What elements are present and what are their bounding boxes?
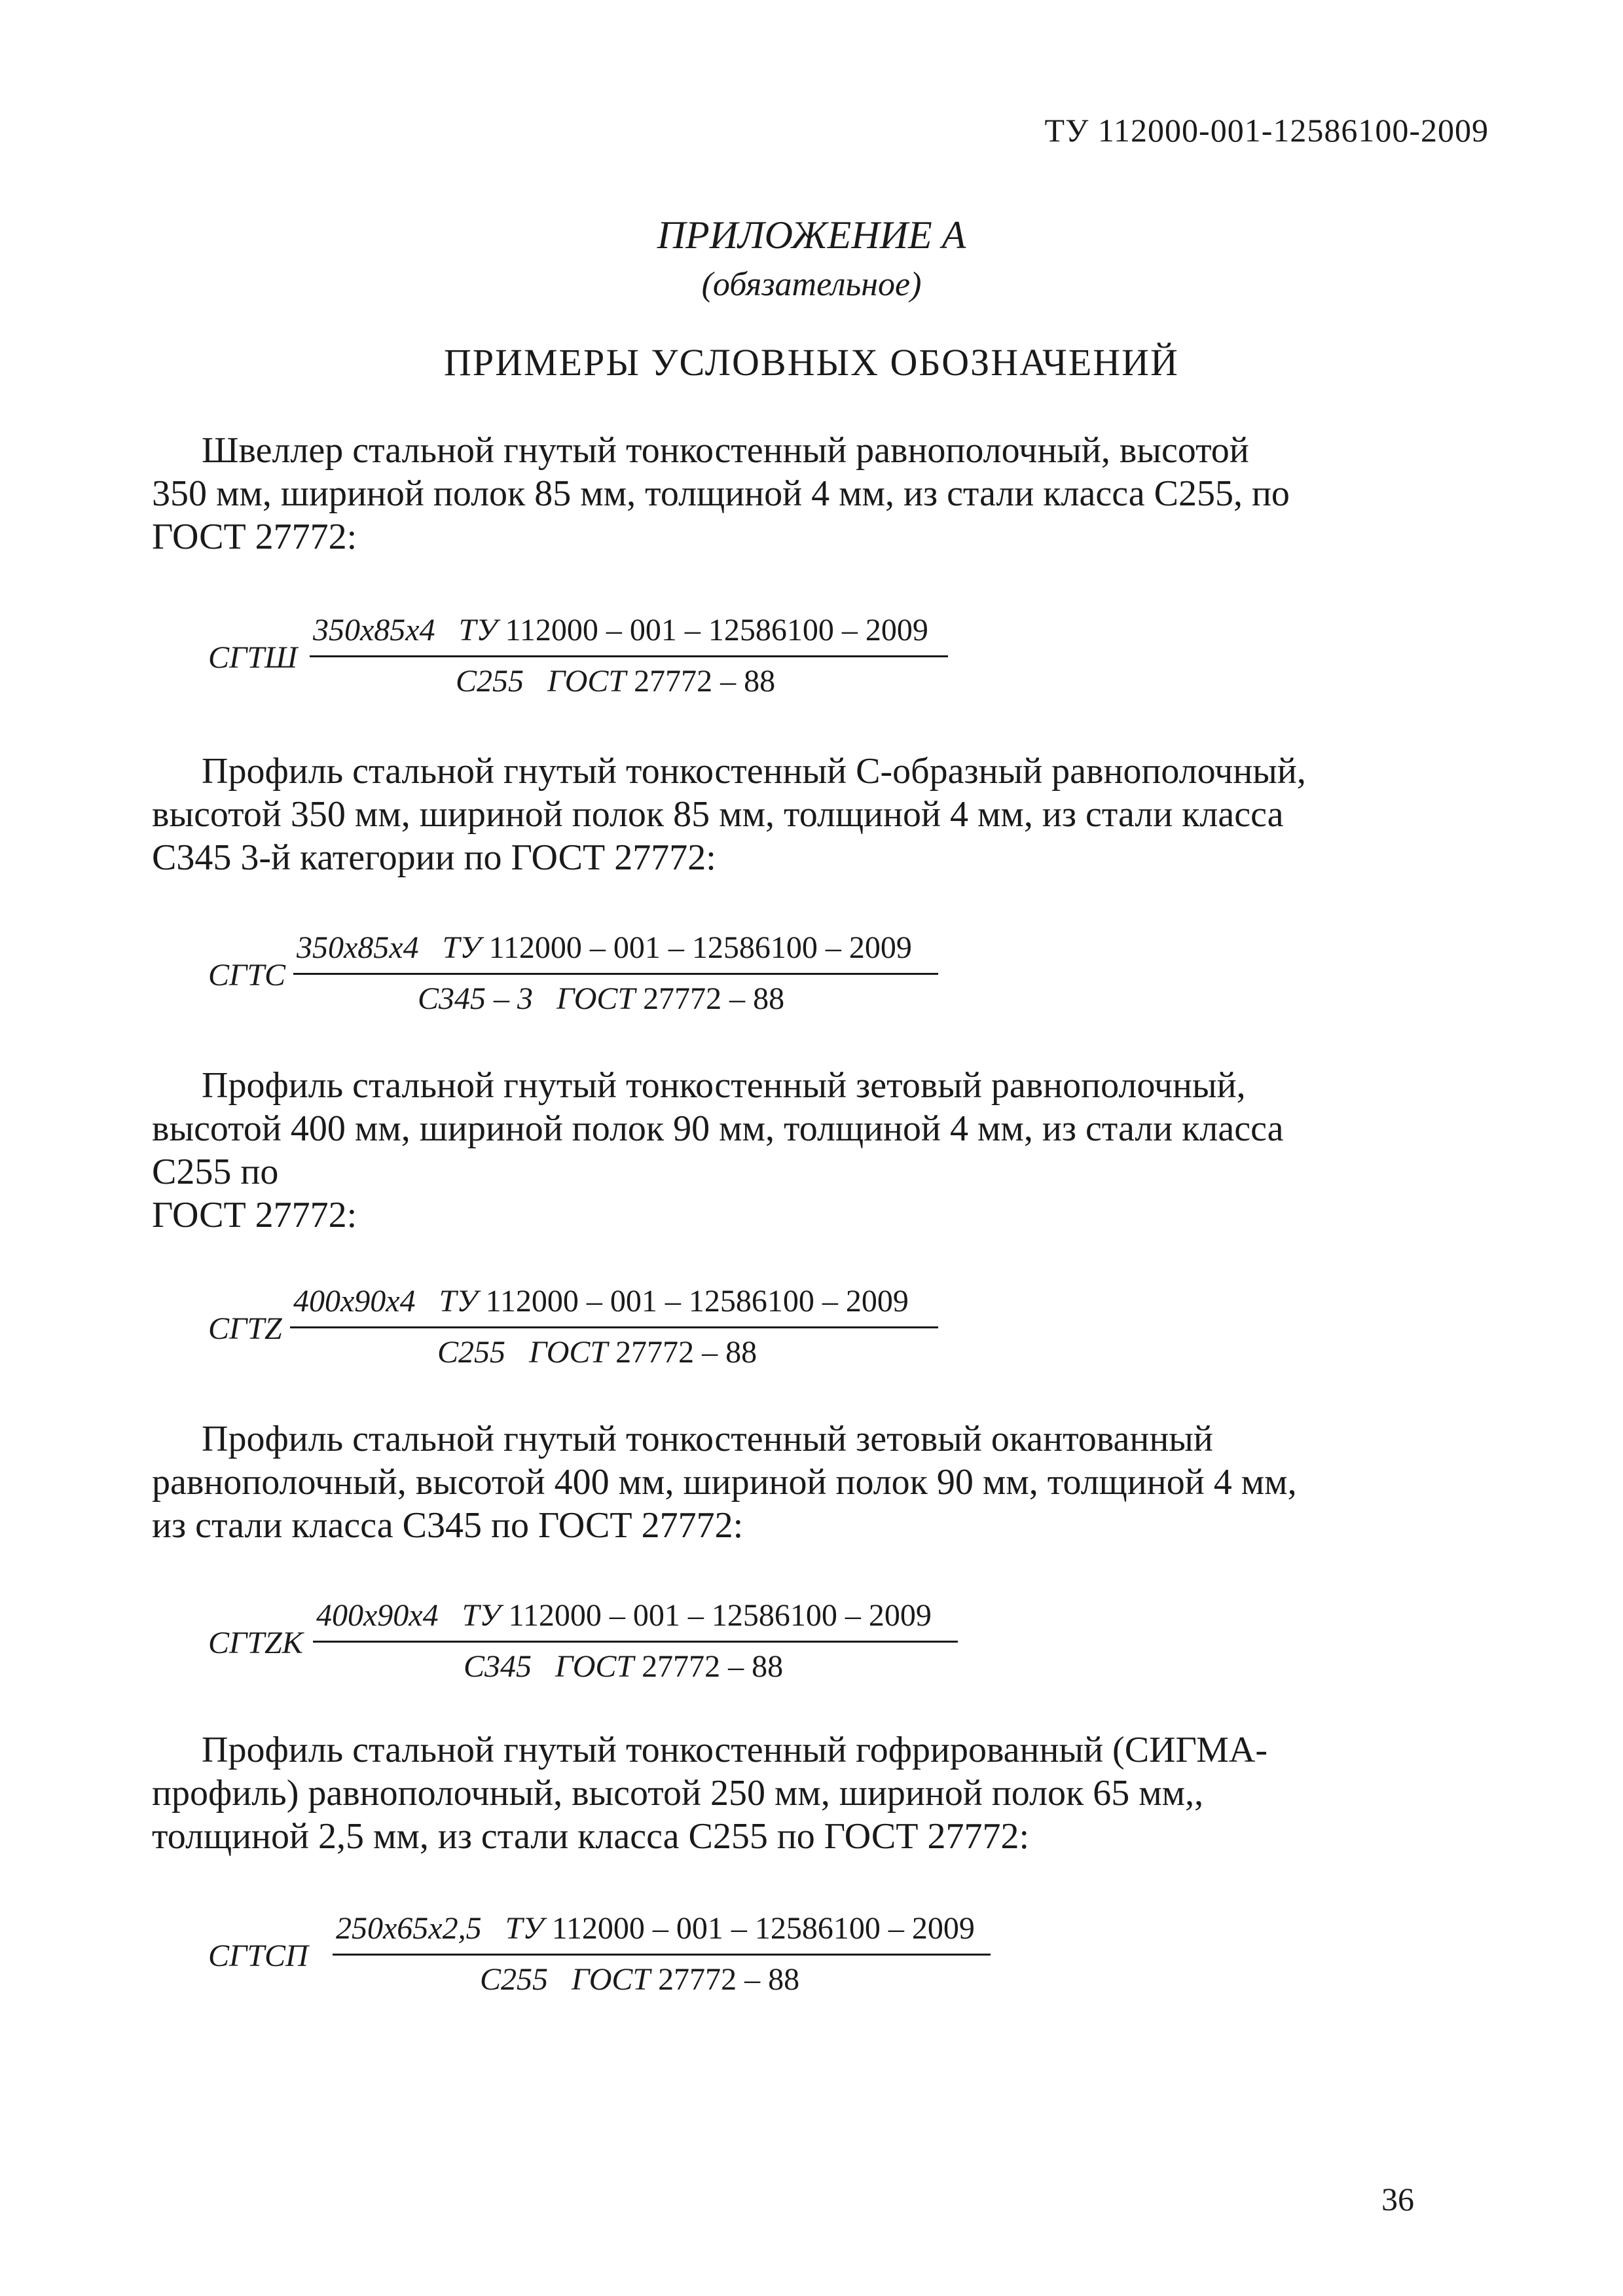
designation-prefix: СГТZК [208,1626,303,1660]
text-line: из стали класса С345 по ГОСТ 27772: [152,1505,744,1546]
text-line: равнополочный, высотой 400 мм, шириной полок 90 мм, толщиной 4 мм, [152,1462,1297,1503]
designation-prefix: СГТШ [208,640,298,675]
text-line: С255 по [152,1152,279,1192]
gost-label: ГОСТ [529,1335,608,1370]
steel-grade: С255 [437,1335,506,1370]
designation-numerator [313,612,928,648]
designation-numerator [293,1283,909,1319]
text-line: высотой 400 мм, шириной полок 90 мм, толщиной 4 мм, из стали класса [152,1108,1284,1149]
tu-label: ТУ [462,1598,501,1633]
appendix-subtitle: (обязательное) [701,266,922,303]
designation-numerator [336,1910,975,1946]
steel-grade: С345 [464,1649,532,1684]
profile-size: 250x65x2,5 [336,1911,482,1946]
designation-prefix: СГТСП [208,1939,308,1973]
text-line: высотой 350 мм, шириной полок 85 мм, толщиной 4 мм, из стали класса [152,794,1284,835]
gost-number: 27772 – 88 [643,981,785,1016]
example-5-description [152,1728,1448,1858]
gost-number: 27772 – 88 [658,1962,800,1997]
gost-number: 27772 – 88 [642,1649,784,1684]
profile-size: 350x85x4 [297,930,419,965]
tu-label: ТУ [442,930,481,965]
text-line: Профиль стальной гнутый тонкостенный зетовый окантованный [202,1419,1213,1459]
example-5-designation [208,1910,994,2009]
text-line: ГОСТ 27772: [152,1195,357,1235]
text-line: Швеллер стальной гнутый тонкостенный равнополочный, высотой [202,430,1249,471]
example-4-description [152,1417,1448,1547]
text-line: С345 3-й категории по ГОСТ 27772: [152,837,716,878]
section-title: ПРИМЕРЫ УСЛОВНЫХ ОБОЗНАЧЕНИЙ [444,341,1179,384]
fraction-bar [293,973,938,975]
steel-grade: С255 [480,1962,549,1997]
steel-grade: С345 – 3 [418,981,534,1016]
tu-label: ТУ [458,613,498,647]
tu-number: 112000 – 001 – 12586100 – 2009 [488,930,912,965]
text-line: профиль) равнополочный, высотой 250 мм, шириной полок 65 мм,, [152,1773,1204,1813]
tu-label: ТУ [439,1284,478,1319]
appendix-title: ПРИЛОЖЕНИЕ А [657,213,966,257]
designation-denominator [456,663,775,699]
profile-size: 400x90x4 [293,1284,416,1319]
designation-denominator [464,1649,783,1685]
designation-denominator [480,1961,799,1997]
gost-number: 27772 – 88 [634,664,776,699]
page-number: 36 [1381,2181,1414,2217]
tu-number: 112000 – 001 – 12586100 – 2009 [551,1911,975,1946]
example-3-designation [208,1283,941,1381]
tu-label: ТУ [505,1911,544,1946]
designation-numerator [316,1597,932,1633]
fraction-bar [313,1641,958,1643]
designation-prefix: СГТZ [208,1311,282,1346]
example-2-description [152,750,1448,879]
designation-denominator [437,1334,757,1370]
text-line: Профиль стальной гнутый тонкостенный зетовый равнополочный, [202,1065,1246,1106]
example-1-designation [208,612,948,710]
gost-label: ГОСТ [556,981,636,1016]
example-2-designation [208,930,941,1028]
example-3-description [152,1064,1448,1237]
text-line: 350 мм, шириной полок 85 мм, толщиной 4 мм, из стали класса С255, по [152,473,1290,514]
gost-label: ГОСТ [555,1649,634,1684]
designation-prefix: СГТС [208,958,286,993]
text-line: Профиль стальной гнутый тонкостенный С-образный равнополочный, [202,751,1306,792]
profile-size: 350x85x4 [313,613,435,647]
profile-size: 400x90x4 [316,1598,439,1633]
gost-label: ГОСТ [572,1962,651,1997]
document-code: ТУ 112000-001-12586100-2009 [1044,112,1489,149]
designation-denominator [418,981,784,1017]
example-1-description [152,429,1448,558]
tu-number: 112000 – 001 – 12586100 – 2009 [508,1598,932,1633]
gost-label: ГОСТ [547,664,627,699]
steel-grade: С255 [456,664,524,699]
fraction-bar [310,655,948,657]
gost-number: 27772 – 88 [615,1335,757,1370]
fraction-bar [333,1954,991,1956]
example-4-designation [208,1597,961,1696]
text-line: ГОСТ 27772: [152,517,357,557]
text-line: толщиной 2,5 мм, из стали класса С255 по ГОСТ 27772: [152,1816,1030,1857]
tu-number: 112000 – 001 – 12586100 – 2009 [505,613,928,647]
fraction-bar [290,1326,938,1328]
designation-numerator [297,930,912,966]
text-line: Профиль стальной гнутый тонкостенный гофрированный (СИГМА- [202,1730,1268,1770]
tu-number: 112000 – 001 – 12586100 – 2009 [485,1284,909,1319]
